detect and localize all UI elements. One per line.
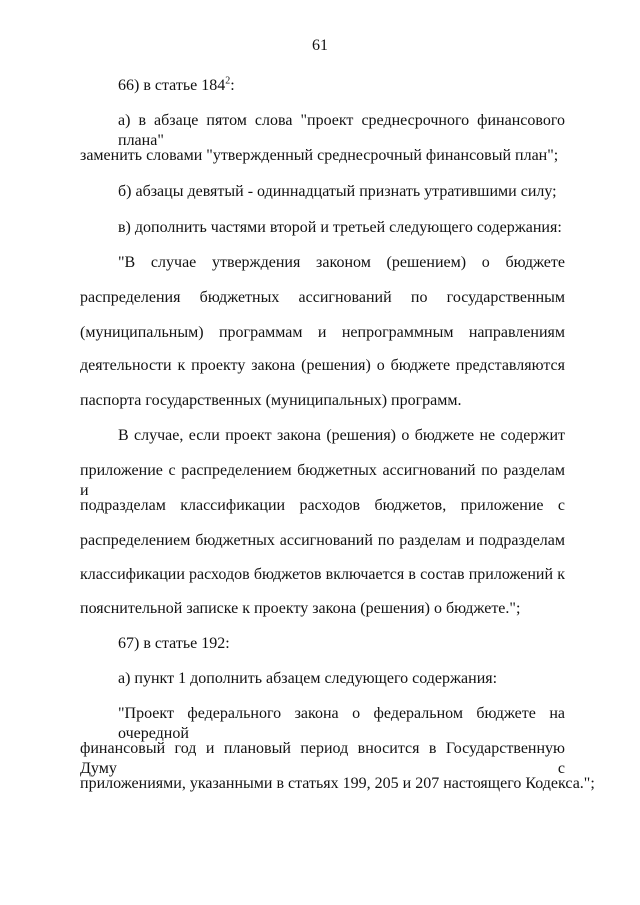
item-66-colon: : [230,77,235,94]
quote-2-line-2: приложение с распределением бюджетных ассигнований по разделам и [80,462,565,499]
quote-2-line-1: В случае, если проект закона (решения) о бюджете не содержит [118,427,565,444]
paragraph-v: в) дополнить частями второй и третьей следующего содержания: [118,219,562,236]
item-67-heading: 67) в статье 192: [118,635,230,652]
quote-3-line-3: приложениями, указанными в статьях 199, 205 и 207 настоящего Кодекса."; [80,775,595,792]
paragraph-b: б) абзацы девятый - одиннадцатый признать утратившими силу; [118,183,557,200]
page-number: 61 [312,37,328,54]
quote-1-line-2: распределения бюджетных ассигнований по государственным [80,289,565,306]
quote-2-line-4: распределением бюджетных ассигнований по разделам и подразделам [80,532,565,549]
paragraph-a-line-2: заменить словами "утвержденный среднесрочный финансовый план"; [80,147,559,164]
paragraph-67a: а) пункт 1 дополнить абзацем следующего содержания: [118,670,498,687]
quote-1-line-5: паспорта государственных (муниципальных) программ. [80,392,462,409]
quote-1-line-3: (муниципальным) программам и непрограммным направлениям [80,324,565,341]
quote-2-line-6: пояснительной записке к проекту закона (решения) о бюджете."; [80,600,521,617]
quote-2-line-5: классификации расходов бюджетов включается в состав приложений к [80,566,565,583]
quote-3-line-1: "Проект федерального закона о федеральном бюджете на очередной [118,705,565,742]
item-66-heading [118,76,565,96]
paragraph-a-line-1: а) в абзаце пятом слова "проект среднесрочного финансового плана" [118,112,565,149]
quote-1-line-1: "В случае утверждения законом (решением) о бюджете [118,254,565,271]
quote-3-line-2: финансовый год и плановый период вносится в Государственную Думу с [80,740,565,777]
quote-2-line-3: подразделам классификации расходов бюджетов, приложение с [80,497,565,514]
article-superscript: 2 [225,75,231,87]
item-66-text: 66) в статье 184 [118,77,226,94]
quote-1-line-4: деятельности к проекту закона (решения) о бюджете представляются [80,357,565,374]
